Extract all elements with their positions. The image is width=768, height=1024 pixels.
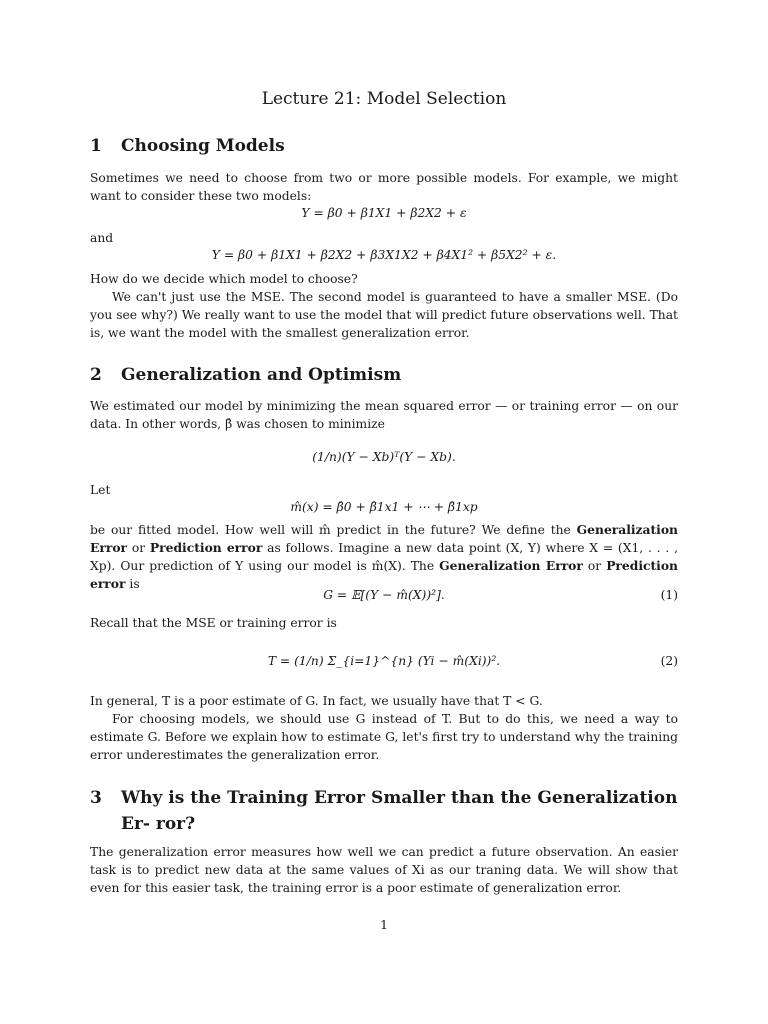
- section-number: 3: [90, 788, 102, 808]
- s2-equation-3: G = 𝔼[(Y − m̂(X))²].: [323, 588, 445, 602]
- s2-paragraph-3: Recall that the MSE or training error is: [90, 616, 337, 630]
- s1-paragraph-1: Sometimes we need to choose from two or more possible models. For example, we might want to consider these two models:: [90, 171, 678, 203]
- section-3-heading: [90, 785, 681, 837]
- text-span: or: [587, 559, 602, 573]
- s3-paragraph-1: The generalization error measures how well we can predict a future observation. An easier task is to predict new data at the same values of Xi as our traning data. We will show that even for this easier task, the training error is a poor estimate of generalization error.: [90, 845, 678, 895]
- s2-equation-2: m̂(x) = β̂0 + β̂1x1 + ⋯ + β̂1xp: [290, 500, 478, 514]
- page-number: 1: [380, 918, 388, 932]
- page-title: Lecture 21: Model Selection: [261, 89, 507, 109]
- section-1-heading: [90, 133, 681, 159]
- s1-paragraph-3: We can't just use the MSE. The second model is guaranteed to have a smaller MSE. (Do you see why?) We really want to use the model that will predict future observations well. That is, we want the model with the smallest generalization error.: [90, 290, 678, 340]
- section-number: 2: [90, 365, 102, 385]
- s1-equation-1: Y = β0 + β1X1 + β2X2 + ε: [301, 206, 467, 220]
- equation-number-2: (2): [660, 654, 678, 668]
- section-title: Generalization and Optimism: [121, 365, 402, 385]
- section-2-heading: [90, 362, 681, 388]
- s2-paragraph-2: [90, 521, 678, 593]
- s1-and: and: [90, 231, 114, 245]
- s2-equation-4: T = (1/n) Σ_{i=1}^{n} (Yi − m̂(Xi))².: [267, 654, 501, 668]
- equation-number-1: (1): [660, 588, 678, 602]
- s2-let: Let: [90, 483, 111, 497]
- text-span: is: [129, 577, 140, 591]
- term-generalization-error: Generalization Error: [90, 522, 678, 555]
- section-title: Why is the Training Error Smaller than the Generalization Er- ror?: [121, 788, 678, 834]
- s2-paragraph-4: In general, T is a poor estimate of G. In fact, we usually have that T < G.: [90, 694, 543, 708]
- text-span: or: [131, 541, 146, 555]
- term-prediction-error: Prediction error: [90, 558, 678, 591]
- section-title: Choosing Models: [121, 136, 285, 156]
- s2-paragraph-1: We estimated our model by minimizing the mean squared error — or training error — on our data. In other words, β̂ was chosen to minimize: [90, 399, 678, 431]
- s1-equation-2: Y = β0 + β1X1 + β2X2 + β3X1X2 + β4X1² + β5X2² + ε.: [211, 248, 557, 262]
- text-span: as follows. Imagine a new data point (X, Y) where X = (X1, . . . , Xp). Our prediction of Y using our model is m̂(X). The: [90, 541, 678, 573]
- section-number: 1: [90, 136, 102, 156]
- s2-equation-1: (1/n)(Y − Xb)ᵀ(Y − Xb).: [312, 450, 456, 464]
- text-span: be our fitted model. How well will m̂ predict in the future? We define the: [90, 523, 571, 537]
- term-generalization-error: Generalization Error: [439, 558, 583, 573]
- s2-paragraph-5: For choosing models, we should use G instead of T. But to do this, we need a way to estimate G. Before we explain how to estimate G, let's first try to understand why the training error underestimates the generalization error.: [90, 712, 678, 762]
- term-prediction-error: Prediction error: [149, 540, 263, 555]
- s1-paragraph-2: How do we decide which model to choose?: [90, 272, 358, 286]
